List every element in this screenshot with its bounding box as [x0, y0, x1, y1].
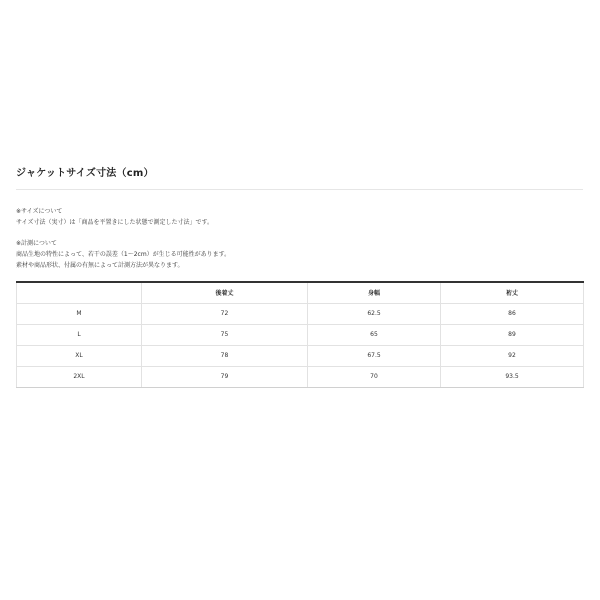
table-cell-size: XL	[17, 345, 142, 366]
measure-note-heading: ※計測について	[16, 240, 57, 247]
table-cell-size: L	[17, 324, 142, 345]
table-cell: 75	[142, 324, 308, 345]
table-cell: 86	[441, 303, 584, 324]
page-title: ジャケットサイズ寸法（cm）	[16, 168, 154, 179]
table-cell: 67.5	[308, 345, 441, 366]
size-note-heading: ※サイズについて	[16, 208, 63, 215]
table-cell: 62.5	[308, 303, 441, 324]
title-divider	[16, 189, 583, 190]
table-cell: 92	[441, 345, 584, 366]
table-cell-size: M	[17, 303, 142, 324]
table-cell: 78	[142, 345, 308, 366]
table-cell: 93.5	[441, 366, 584, 387]
table-cell: 72	[142, 303, 308, 324]
size-table	[16, 281, 584, 388]
table-row	[17, 366, 584, 387]
table-row	[17, 324, 584, 345]
table-cell: 65	[308, 324, 441, 345]
header-cell-back-length: 後着丈	[142, 282, 308, 303]
table-cell: 89	[441, 324, 584, 345]
table-cell: 79	[142, 366, 308, 387]
table-row	[17, 303, 584, 324]
measure-note	[16, 238, 230, 271]
header-cell-width: 身幅	[308, 282, 441, 303]
measure-note-text-2: 素材や商品形状、付属の有無によって計測方法が異なります。	[16, 262, 184, 269]
size-note	[16, 206, 213, 228]
table-cell: 70	[308, 366, 441, 387]
table-cell-size: 2XL	[17, 366, 142, 387]
measure-note-text-1: 商品生地の特性によって、若干の誤差（1～2cm）が生じる可能性があります。	[16, 251, 231, 258]
table-header-row	[17, 282, 584, 303]
header-cell-size	[17, 282, 142, 303]
table-row	[17, 345, 584, 366]
header-cell-sleeve: 裄丈	[441, 282, 584, 303]
size-note-text: サイズ寸法（実寸）は「商品を平置きにした状態で測定した寸法」です。	[16, 219, 214, 226]
